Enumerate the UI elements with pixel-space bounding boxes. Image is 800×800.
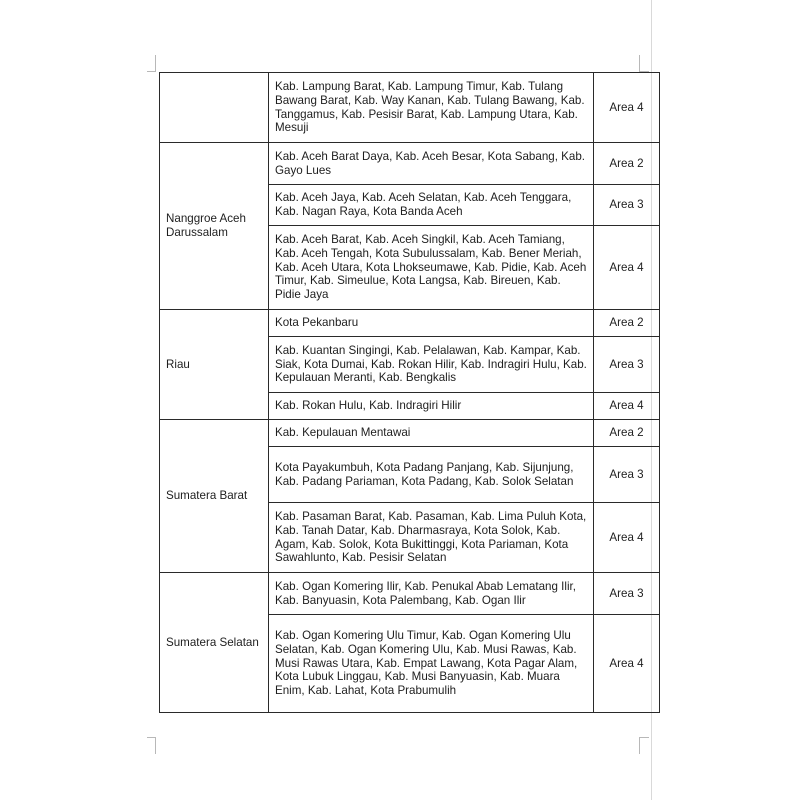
area-cell: Area 4 bbox=[594, 226, 660, 310]
table-row bbox=[160, 73, 660, 143]
province-cell: Sumatera Barat bbox=[160, 420, 269, 573]
crop-mark-bottom-left-v bbox=[155, 737, 156, 754]
regencies-cell: Kab. Ogan Komering Ilir, Kab. Penukal Abab Lematang Ilir, Kab. Banyuasin, Kota Palembang, Kab. Ogan Ilir bbox=[269, 573, 594, 615]
table-row bbox=[160, 573, 660, 615]
area-cell: Area 3 bbox=[594, 447, 660, 503]
crop-mark-top-left-h bbox=[147, 71, 156, 72]
regencies-cell: Kab. Kuantan Singingi, Kab. Pelalawan, Kab. Kampar, Kab. Siak, Kota Dumai, Kab. Rokan Hilir, Kab. Indragiri Hulu, Kab. Kepulauan Meranti, Kab. Bengkalis bbox=[269, 337, 594, 393]
area-cell: Area 2 bbox=[594, 420, 660, 447]
regencies-cell: Kab. Pasaman Barat, Kab. Pasaman, Kab. Lima Puluh Kota, Kab. Tanah Datar, Kab. Dharmasraya, Kota Solok, Kab. Agam, Kab. Solok, Kota Bukittinggi, Kota Pariaman, Kota Sawahlunto, Kab. Pesisir Selatan bbox=[269, 503, 594, 573]
regencies-cell: Kab. Aceh Barat Daya, Kab. Aceh Besar, Kota Sabang, Kab. Gayo Lues bbox=[269, 143, 594, 185]
regencies-cell: Kab. Rokan Hulu, Kab. Indragiri Hilir bbox=[269, 393, 594, 420]
regencies-cell: Kota Payakumbuh, Kota Padang Panjang, Kab. Sijunjung, Kab. Padang Pariaman, Kota Padang, Kab. Solok Selatan bbox=[269, 447, 594, 503]
area-table bbox=[159, 72, 660, 713]
province-cell: Nanggroe Aceh Darussalam bbox=[160, 143, 269, 310]
crop-mark-bottom-left-h bbox=[147, 737, 156, 738]
regencies-cell: Kab. Aceh Jaya, Kab. Aceh Selatan, Kab. Aceh Tenggara, Kab. Nagan Raya, Kota Banda Aceh bbox=[269, 185, 594, 226]
regencies-cell: Kota Pekanbaru bbox=[269, 310, 594, 337]
province-cell bbox=[160, 73, 269, 143]
regencies-cell: Kab. Ogan Komering Ulu Timur, Kab. Ogan Komering Ulu Selatan, Kab. Ogan Komering Ulu, Kab. Musi Rawas, Kab. Musi Rawas Utara, Kab. Empat Lawang, Kota Pagar Alam, Kota Lubuk Linggau, Kab. Musi Banyuasin, Kab. Muara Enim, Kab. Lahat, Kota Prabumulih bbox=[269, 615, 594, 713]
table-row bbox=[160, 143, 660, 185]
regencies-cell: Kab. Aceh Barat, Kab. Aceh Singkil, Kab. Aceh Tamiang, Kab. Aceh Tengah, Kota Subulussalam, Kab. Bener Meriah, Kab. Aceh Utara, Kota Lhokseumawe, Kab. Pidie, Kab. Aceh Timur, Kab. Simeulue, Kota Langsa, Kab. Bireuen, Kab. Pidie Jaya bbox=[269, 226, 594, 310]
area-cell: Area 4 bbox=[594, 615, 660, 713]
crop-mark-top-right-v bbox=[639, 55, 640, 72]
table-row bbox=[160, 420, 660, 447]
area-cell: Area 4 bbox=[594, 503, 660, 573]
regencies-cell: Kab. Lampung Barat, Kab. Lampung Timur, Kab. Tulang Bawang Barat, Kab. Way Kanan, Kab. Tulang Bawang, Kab. Tanggamus, Kab. Pesisir Barat, Kab. Lampung Utara, Kab. Mesuji bbox=[269, 73, 594, 143]
area-cell: Area 2 bbox=[594, 143, 660, 185]
province-cell: Riau bbox=[160, 310, 269, 420]
regencies-cell: Kab. Kepulauan Mentawai bbox=[269, 420, 594, 447]
area-cell: Area 3 bbox=[594, 573, 660, 615]
area-cell: Area 3 bbox=[594, 185, 660, 226]
province-cell: Sumatera Selatan bbox=[160, 573, 269, 713]
area-cell: Area 3 bbox=[594, 337, 660, 393]
area-cell: Area 4 bbox=[594, 393, 660, 420]
area-cell: Area 2 bbox=[594, 310, 660, 337]
crop-mark-top-left-v bbox=[155, 55, 156, 72]
table-row bbox=[160, 310, 660, 337]
crop-mark-bottom-right-v bbox=[639, 737, 640, 754]
area-cell: Area 4 bbox=[594, 73, 660, 143]
crop-mark-bottom-right-h bbox=[639, 737, 649, 738]
